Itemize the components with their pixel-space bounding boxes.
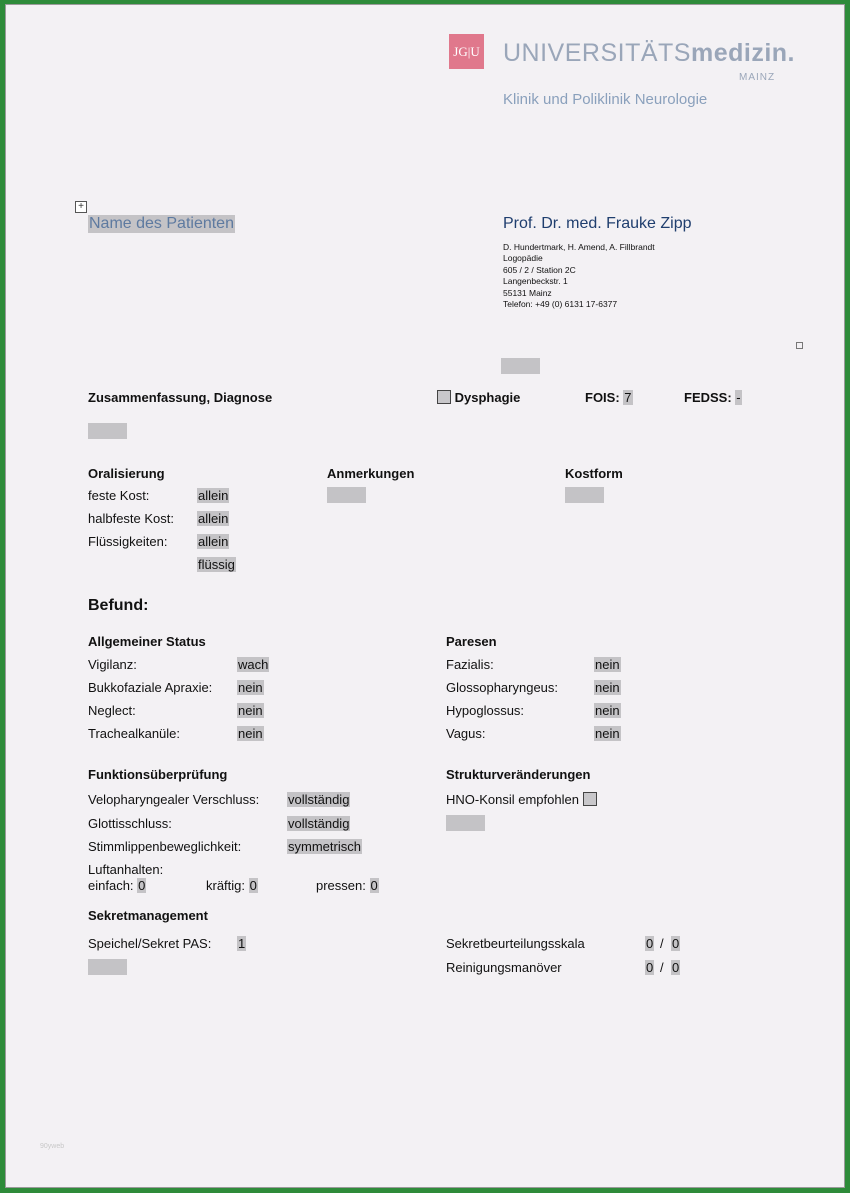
general-value[interactable]: nein: [238, 680, 263, 695]
fois-label: FOIS:: [585, 390, 620, 405]
function-value[interactable]: vollständig: [288, 792, 350, 807]
breath-hold-press: [316, 878, 379, 893]
diagnosis-field[interactable]: [88, 423, 127, 439]
sender-department: Logopädie: [503, 253, 543, 263]
general-status-heading: Allgemeiner Status: [88, 634, 206, 649]
simple-value[interactable]: 0: [138, 878, 146, 893]
brand-logo-text: [503, 39, 795, 68]
scale-value-b[interactable]: 0: [672, 936, 680, 951]
strong-value[interactable]: 0: [249, 878, 257, 893]
sender-city: 55131 Mainz: [503, 288, 552, 298]
remarks-field[interactable]: [327, 487, 366, 503]
breath-hold-label: Luftanhalten:: [88, 862, 164, 877]
structure-heading: Strukturveränderungen: [446, 767, 591, 782]
frame-handle-icon[interactable]: [796, 342, 803, 349]
pas-value[interactable]: 1: [238, 936, 246, 951]
cleaning-separator: /: [660, 960, 664, 975]
general-label: Trachealkanüle:: [88, 726, 181, 741]
sender-title: Prof. Dr. med. Frauke Zipp: [503, 215, 692, 232]
function-value[interactable]: symmetrisch: [288, 839, 361, 854]
function-label: Stimmlippenbeweglichkeit:: [88, 839, 242, 854]
sender-room: 605 / 2 / Station 2C: [503, 265, 576, 275]
fedss-value[interactable]: -: [736, 390, 741, 405]
brand-light: UNIVERSITÄTS: [503, 39, 691, 67]
cleaning-value-a[interactable]: 0: [646, 960, 654, 975]
paresis-label: Hypoglossus:: [446, 703, 525, 718]
fois-value[interactable]: 7: [624, 390, 632, 405]
fedss-row: [684, 390, 742, 405]
oral-value[interactable]: allein: [198, 488, 229, 503]
function-label: Velopharyngealer Verschluss:: [88, 792, 260, 807]
hno-row: [446, 792, 597, 807]
oral-value[interactable]: allein: [198, 511, 229, 526]
watermark: 90yweb: [40, 1143, 65, 1150]
sender-phone: Telefon: +49 (0) 6131 17-6377: [503, 299, 618, 309]
patient-name-field[interactable]: Name des Patienten: [89, 215, 234, 232]
move-anchor-icon[interactable]: +: [75, 201, 87, 213]
oral-label: halbfeste Kost:: [88, 511, 174, 526]
general-label: Vigilanz:: [88, 657, 137, 672]
scale-separator: /: [660, 936, 664, 951]
summary-heading: Zusammenfassung, Diagnose: [88, 390, 273, 405]
cleaning-label: Reinigungsmanöver: [446, 960, 562, 975]
dysphagia-checkbox[interactable]: [437, 390, 451, 404]
paresis-value[interactable]: nein: [595, 726, 620, 741]
paresis-label: Glossopharyngeus:: [446, 680, 559, 695]
general-label: Neglect:: [88, 703, 136, 718]
general-label: Bukkofaziale Apraxie:: [88, 680, 213, 695]
secretion-notes-field[interactable]: [88, 959, 127, 975]
fois-row: [585, 390, 633, 405]
paresis-label: Vagus:: [446, 726, 486, 741]
paresis-heading: Paresen: [446, 634, 497, 649]
sender-staff: D. Hundertmark, H. Amend, A. Fillbrandt: [503, 242, 655, 252]
secretion-heading: Sekretmanagement: [88, 908, 208, 923]
remarks-heading: Anmerkungen: [327, 466, 415, 481]
paresis-value[interactable]: nein: [595, 657, 620, 672]
press-label: pressen:: [316, 878, 366, 893]
breath-hold-simple: [88, 878, 146, 893]
brand-bold: medizin.: [690, 39, 795, 67]
structure-field[interactable]: [446, 815, 485, 831]
press-value[interactable]: 0: [370, 878, 378, 893]
liquid-consistency-value[interactable]: flüssig: [198, 557, 235, 572]
simple-label: einfach:: [88, 878, 134, 893]
date-field[interactable]: [501, 358, 540, 374]
breath-hold-strong: [206, 878, 258, 893]
general-value[interactable]: nein: [238, 726, 263, 741]
strong-label: kräftig:: [206, 878, 246, 893]
general-value[interactable]: wach: [238, 657, 269, 672]
scale-value-a[interactable]: 0: [646, 936, 654, 951]
dysphagia-row: [437, 390, 520, 405]
dysphagia-label: Dysphagie: [454, 390, 521, 405]
clinic-name: Klinik und Poliklinik Neurologie: [503, 91, 708, 108]
scale-label: Sekretbeurteilungsskala: [446, 936, 585, 951]
oral-heading: Oralisierung: [88, 466, 165, 481]
function-label: Glottisschluss:: [88, 816, 172, 831]
cleaning-value-b[interactable]: 0: [672, 960, 680, 975]
function-heading: Funktionsüberprüfung: [88, 767, 228, 782]
oral-label: Flüssigkeiten:: [88, 534, 168, 549]
brand-city: MAINZ: [739, 72, 776, 83]
oral-label: feste Kost:: [88, 488, 150, 503]
hno-label: HNO-Konsil empfohlen: [446, 792, 579, 807]
general-value[interactable]: nein: [238, 703, 263, 718]
jgu-logo: JG|U: [449, 34, 484, 69]
fedss-label: FEDSS:: [684, 390, 732, 405]
oral-value[interactable]: allein: [198, 534, 229, 549]
hno-checkbox[interactable]: [583, 792, 597, 806]
befund-heading: Befund:: [88, 597, 149, 614]
paresis-value[interactable]: nein: [595, 703, 620, 718]
document-page: [5, 4, 845, 1188]
pas-label: Speichel/Sekret PAS:: [88, 936, 212, 951]
sender-street: Langenbeckstr. 1: [503, 276, 568, 286]
diet-field[interactable]: [565, 487, 604, 503]
diet-heading: Kostform: [565, 466, 623, 481]
paresis-value[interactable]: nein: [595, 680, 620, 695]
paresis-label: Fazialis:: [446, 657, 494, 672]
function-value[interactable]: vollständig: [288, 816, 350, 831]
